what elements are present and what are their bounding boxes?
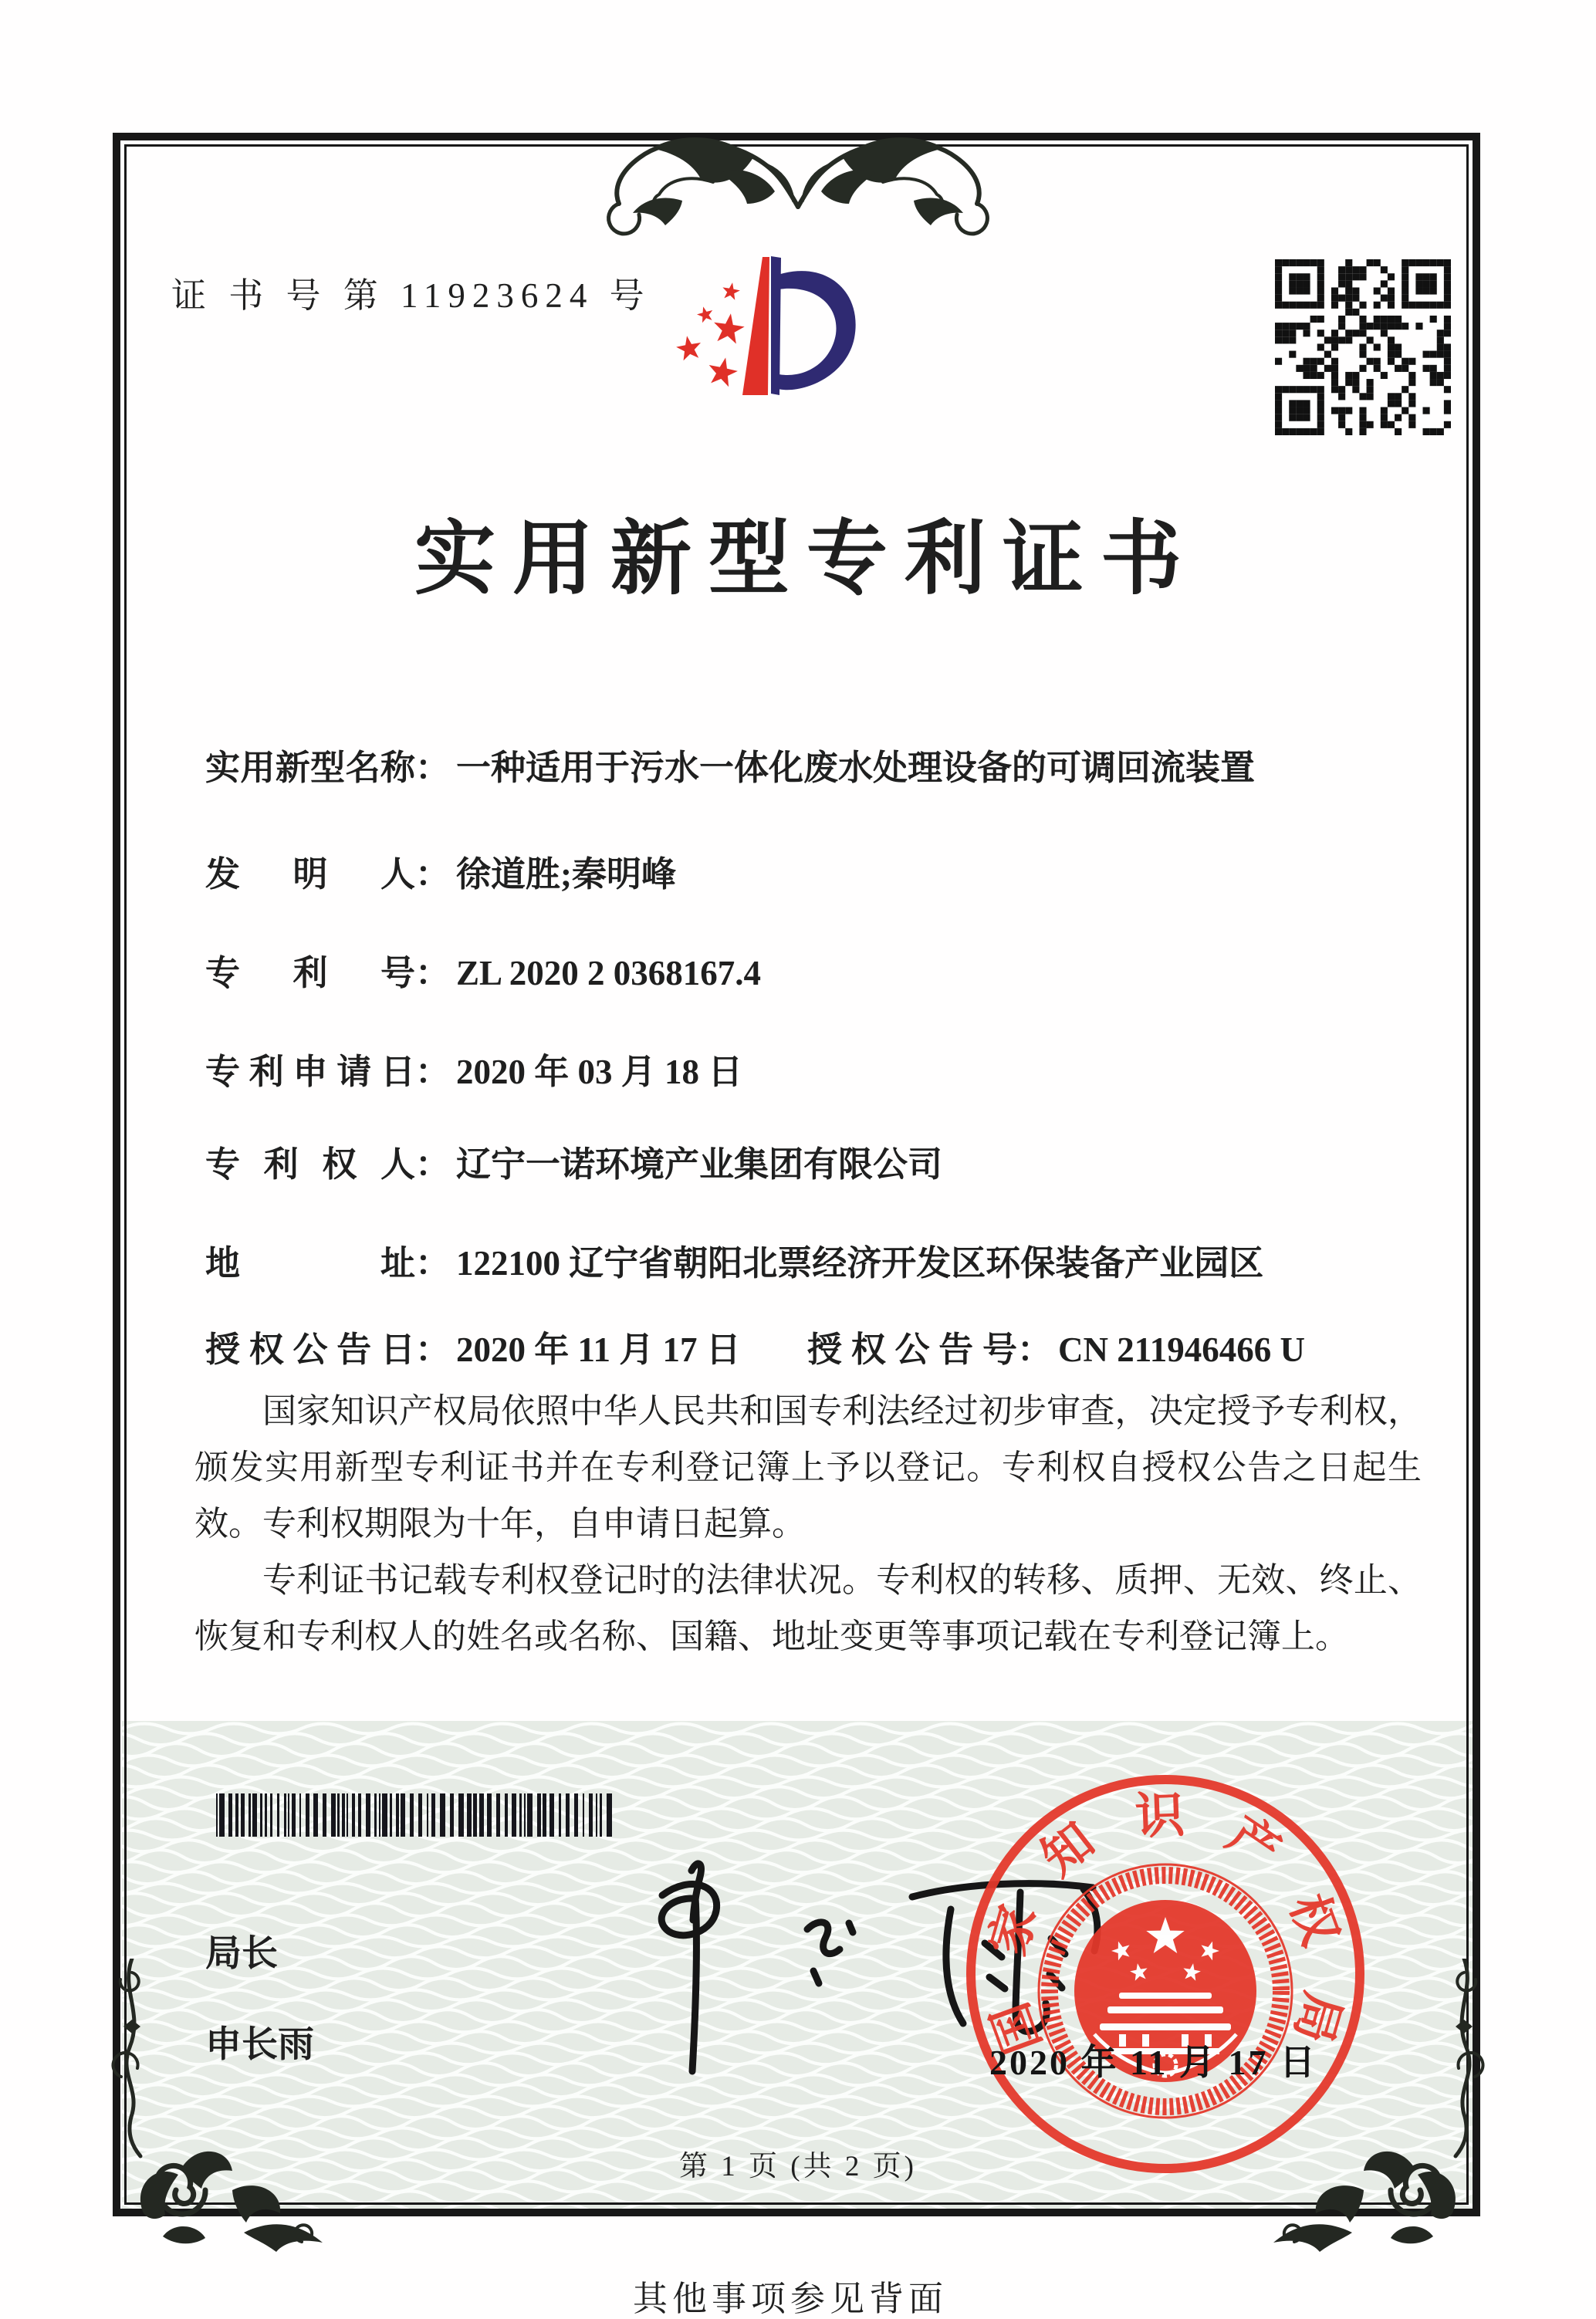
field-colon: ： [415,1244,451,1283]
field-label: 专 利 权 人 [205,1145,415,1184]
bottom-left-floral-ornament-icon [90,1959,329,2267]
official-seal [954,1763,1377,2185]
legal-paragraph-1: 国家知识产权局依照中华人民共和国专利法经过初步审查，决定授予专利权，颁发实用新型专利证书并在专利登记簿上予以登记。专利权自授权公告之日起生效。专利权期限为十年，自申请日起算。 [194,1392,1422,1543]
field-value: 2020 年 11 月 17 日 [456,1330,741,1369]
barcode [216,1793,617,1840]
seal-date: 2020 年 11 月 17 日 [989,2043,1317,2082]
field-label: 实 用 新 型 名 称 [205,749,415,787]
svg-text:国: 国 [982,1995,1051,2061]
qr-code [1275,259,1451,435]
svg-text:家: 家 [979,1898,1047,1962]
field-value: CN 211946466 U [1058,1330,1306,1369]
field-colon: ： [415,1330,451,1369]
field-label: 专 利 申 请 日 [205,1053,415,1091]
svg-text:知: 知 [1031,1812,1104,1887]
svg-text:权: 权 [1280,1887,1348,1953]
field-colon: ： [1017,1330,1053,1369]
director-title-label: 局长 [205,1934,278,1974]
field-row-inventor [205,846,1440,896]
svg-text:识: 识 [1134,1787,1186,1844]
certificate-number: 证 书 号 第 11923624 号 [171,276,651,315]
field-label: 发 明 人 [205,855,415,894]
field-row-utility-model-name [205,739,1440,789]
field-row-address [205,1235,1440,1285]
page-number: 第 1 页 (共 2 页) [679,2151,917,2182]
field-label: 授 权 公 告 日 [205,1330,415,1369]
field-row-patentee [205,1136,1440,1186]
legal-paragraph-2: 专利证书记载专利权登记时的法律状况。专利权的转移、质押、无效、终止、恢复和专利权人的姓名或名称、国籍、地址变更等事项记载在专利登记簿上。 [194,1561,1422,1655]
field-row-grant [205,1321,1440,1371]
field-value: 辽宁一诺环境产业集团有限公司 [456,1145,943,1184]
svg-text:产: 产 [1218,1806,1290,1880]
field-value: 2020 年 03 月 18 日 [456,1053,743,1091]
back-side-note: 其他事项参见背面 [633,2280,948,2318]
field-label: 专 利 号 [205,954,415,992]
director-name-label: 申长雨 [205,2025,314,2065]
field-value: 一种适用于污水一体化废水处理设备的可调回流装置 [456,749,1256,787]
field-colon: ： [415,1053,451,1091]
top-scroll-ornament-icon [553,108,1043,262]
field-value: 122100 辽宁省朝阳北票经济开发区环保装备产业园区 [456,1244,1264,1283]
field-label: 地 址 [205,1244,415,1283]
svg-text:局: 局 [1284,1986,1351,2050]
certificate-title: 实用新型专利证书 [414,514,1199,604]
field-label: 授 权 公 告 号 [807,1330,1017,1369]
field-row-patent-number [205,945,1440,995]
field-row-filing-date [205,1043,1440,1094]
field-value: 徐道胜;秦明峰 [456,855,677,894]
field-colon: ： [415,749,451,787]
field-colon: ： [415,855,451,894]
field-colon: ： [415,954,451,992]
field-value: ZL 2020 2 0368167.4 [456,954,762,992]
grant-number-group [807,1321,1305,1371]
field-colon: ： [415,1145,451,1184]
cnipa-logo-icon [670,245,871,404]
